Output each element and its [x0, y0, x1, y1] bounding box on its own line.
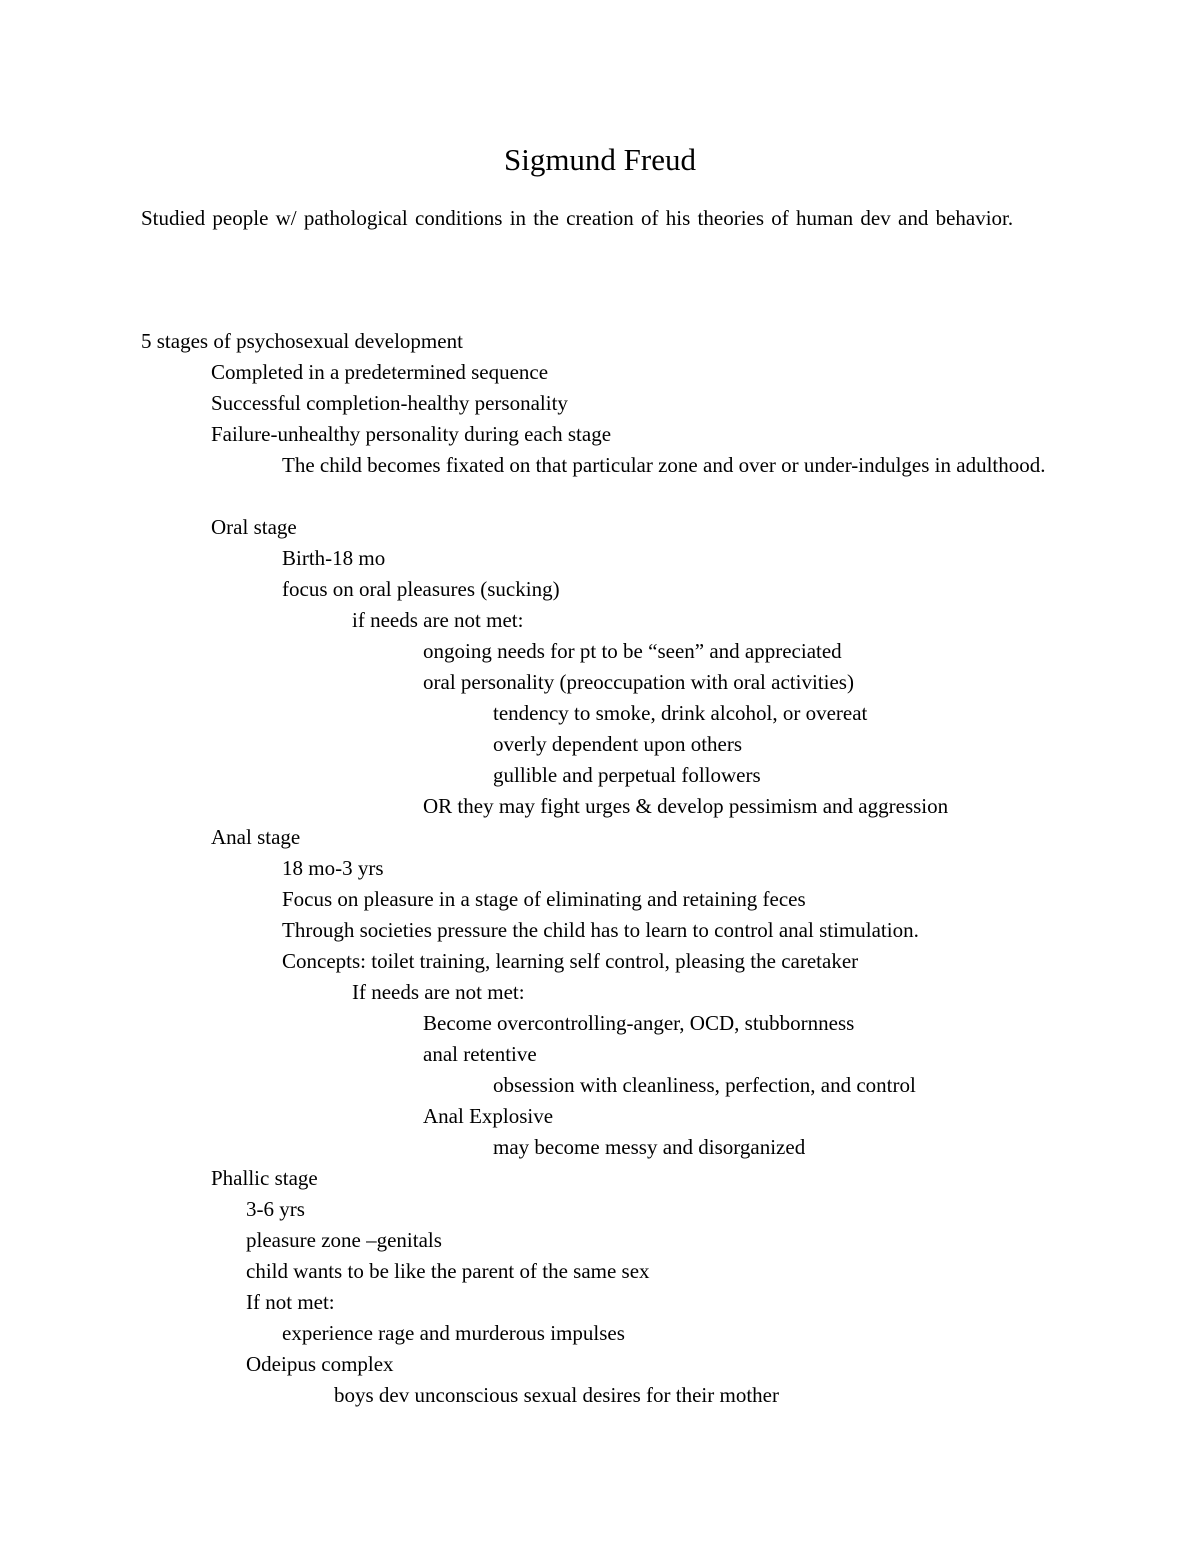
outline-item: obsession with cleanliness, perfection, and control: [493, 1073, 916, 1097]
outline-item: Anal stage: [211, 825, 301, 849]
outline-item: focus on oral pleasures (sucking): [282, 577, 560, 601]
outline-item: Through societies pressure the child has to learn to control anal stimulation.: [282, 918, 919, 942]
outline-item: gullible and perpetual followers: [493, 763, 761, 787]
outline-item: tendency to smoke, drink alcohol, or overeat: [493, 701, 868, 725]
outline-item: The child becomes fixated on that particular zone and over or under-indulges in adulthood.: [282, 453, 1046, 477]
outline-item: Successful completion-healthy personality: [211, 391, 568, 415]
outline-item: OR they may fight urges & develop pessimism and aggression: [423, 794, 949, 818]
outline-item: boys dev unconscious sexual desires for their mother: [334, 1383, 779, 1407]
outline-item: oral personality (preoccupation with oral activities): [423, 670, 854, 694]
outline-item: pleasure zone –genitals: [246, 1228, 442, 1252]
outline-item: Completed in a predetermined sequence: [211, 360, 549, 384]
outline-item: Phallic stage: [211, 1166, 318, 1190]
outline-item: experience rage and murderous impulses: [282, 1321, 625, 1345]
outline-item: If needs are not met:: [352, 980, 525, 1004]
outline-item: anal retentive: [423, 1042, 537, 1066]
outline-item: may become messy and disorganized: [493, 1135, 806, 1159]
outline-item: Become overcontrolling-anger, OCD, stubbornness: [423, 1011, 855, 1035]
outline-item: ongoing needs for pt to be “seen” and appreciated: [423, 639, 842, 663]
outline-item: child wants to be like the parent of the same sex: [246, 1259, 650, 1283]
outline-item: Anal Explosive: [423, 1104, 554, 1128]
outline-item: 18 mo-3 yrs: [282, 856, 384, 880]
outline-item: Focus on pleasure in a stage of eliminating and retaining feces: [282, 887, 806, 911]
outline-item: Failure-unhealthy personality during each stage: [211, 422, 612, 446]
outline-item: if needs are not met:: [352, 608, 524, 632]
outline-item: Birth-18 mo: [282, 546, 386, 570]
outline-item: Oral stage: [211, 515, 297, 539]
document-title: Sigmund Freud: [503, 142, 697, 177]
intro-paragraph: Studied people w/ pathological conditions in the creation of his theories of human dev and behavior.: [141, 206, 1014, 230]
outline-item: If not met:: [246, 1290, 335, 1314]
outline-item: Concepts: toilet training, learning self control, pleasing the caretaker: [282, 949, 859, 973]
outline-item: overly dependent upon others: [493, 732, 743, 756]
outline-item: Odeipus complex: [246, 1352, 394, 1376]
outline-item: 3-6 yrs: [246, 1197, 305, 1221]
outline-item: 5 stages of psychosexual development: [141, 329, 463, 353]
